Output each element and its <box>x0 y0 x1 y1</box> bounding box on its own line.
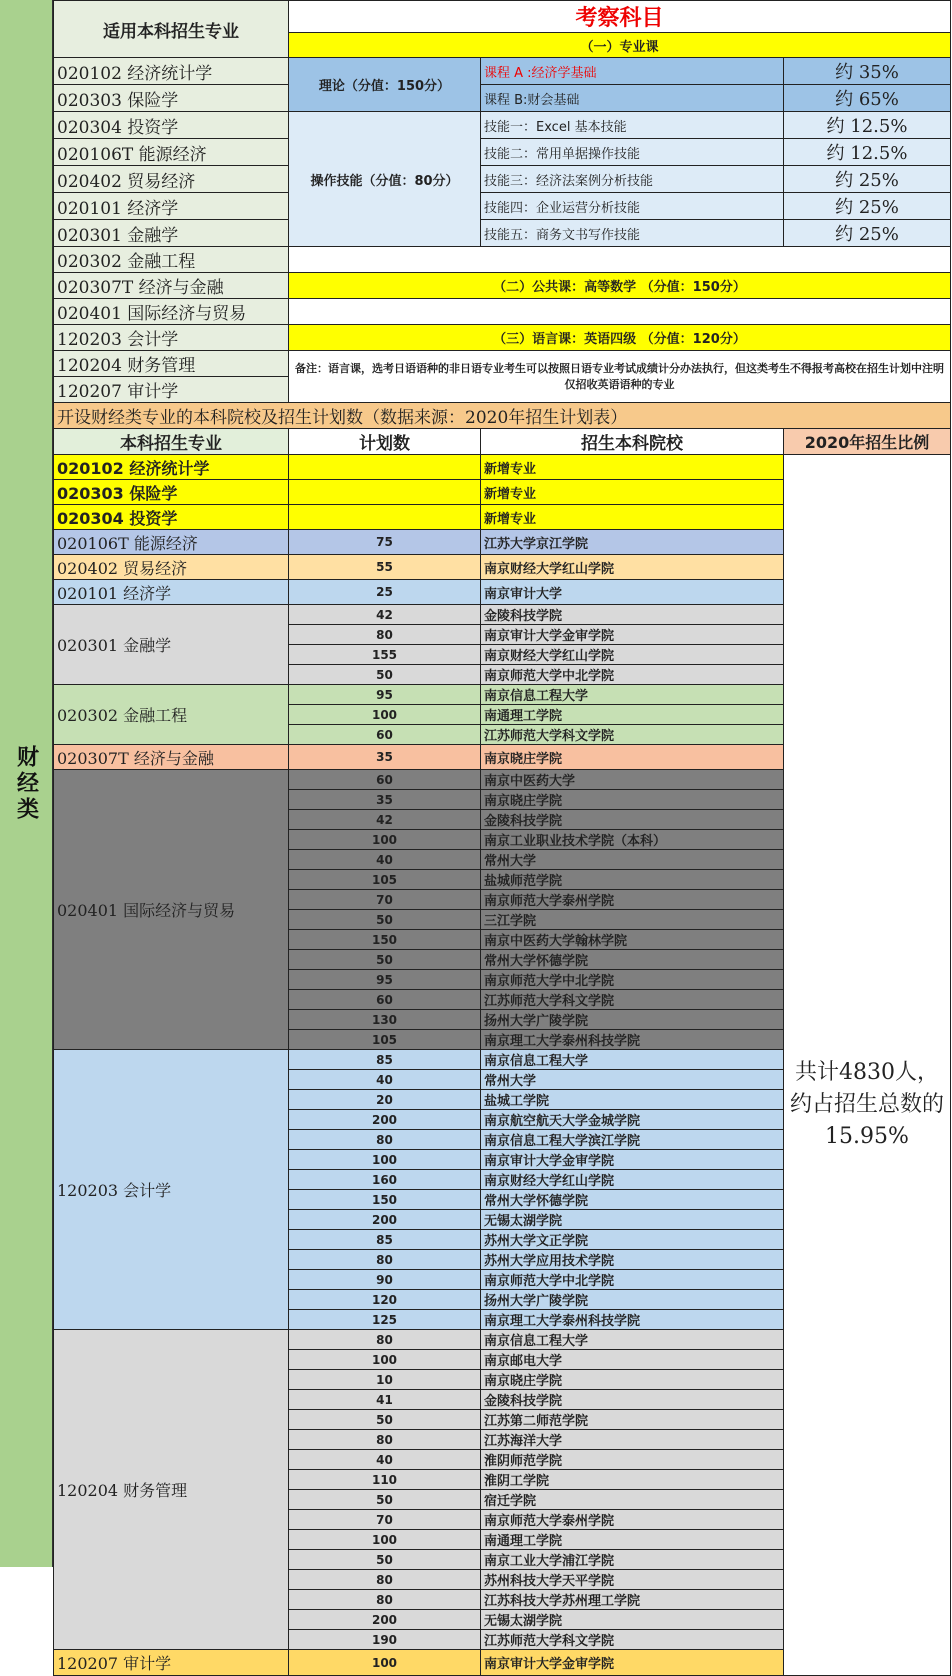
plan-school: 南京审计大学金审学院 <box>481 1650 784 1676</box>
plan-school: 江苏科技大学苏州理工学院 <box>481 1590 784 1610</box>
plan-school: 南京中医药大学 <box>481 770 784 790</box>
theory-label: 理论（分值：150分） <box>289 58 481 112</box>
plan-school: 南京审计大学金审学院 <box>481 1150 784 1170</box>
plan-count: 60 <box>289 990 481 1010</box>
skill-name: 技能一：Excel 基本技能 <box>481 112 784 139</box>
plan-school: 南京理工大学泰州科技学院 <box>481 1310 784 1330</box>
header-count: 计划数 <box>289 429 481 455</box>
plan-count: 80 <box>289 1590 481 1610</box>
skill-pct: 约 12.5% <box>784 139 951 166</box>
plan-count: 80 <box>289 1330 481 1350</box>
plan-count: 90 <box>289 1270 481 1290</box>
skill-pct: 约 25% <box>784 166 951 193</box>
major-item: 020302 金融工程 <box>54 247 289 273</box>
plan-count: 50 <box>289 950 481 970</box>
section-public: （二）公共课：高等数学 （分值：150分） <box>289 273 951 299</box>
plan-count: 125 <box>289 1310 481 1330</box>
plan-school: 宿迁学院 <box>481 1490 784 1510</box>
plan-count: 70 <box>289 890 481 910</box>
plan-school: 江苏海洋大学 <box>481 1430 784 1450</box>
plan-school: 江苏师范大学科文学院 <box>481 725 784 745</box>
plan-count: 155 <box>289 645 481 665</box>
plan-count: 95 <box>289 970 481 990</box>
plan-count: 60 <box>289 725 481 745</box>
course-pct: 约 35% <box>784 58 951 85</box>
category-label: 财经类 <box>13 744 39 823</box>
plan-school: 南京师范大学中北学院 <box>481 665 784 685</box>
plan-count: 190 <box>289 1630 481 1650</box>
plan-count: 70 <box>289 1510 481 1530</box>
major-item: 020303 保险学 <box>54 85 289 112</box>
header-school: 招生本科院校 <box>481 429 784 455</box>
skill-name: 技能三：经济法案例分析技能 <box>481 166 784 193</box>
plan-count: 80 <box>289 1570 481 1590</box>
header-ratio: 2020年招生比例 <box>784 429 951 455</box>
plan-count: 80 <box>289 1130 481 1150</box>
plan-major: 020302 金融工程 <box>54 685 289 745</box>
plan-school: 苏州科技大学天平学院 <box>481 1570 784 1590</box>
plan-school: 金陵科技学院 <box>481 810 784 830</box>
major-item: 020401 国际经济与贸易 <box>54 299 289 325</box>
plan-school: 南京邮电大学 <box>481 1350 784 1370</box>
plan-school: 常州大学 <box>481 1070 784 1090</box>
plan-school: 南京师范大学泰州学院 <box>481 1510 784 1530</box>
plan-major: 020402 贸易经济 <box>54 555 289 580</box>
plan-count: 55 <box>289 555 481 580</box>
plan-school: 常州大学怀德学院 <box>481 1190 784 1210</box>
plan-school: 常州大学怀德学院 <box>481 950 784 970</box>
plan-count: 120 <box>289 1290 481 1310</box>
plan-school: 盐城工学院 <box>481 1090 784 1110</box>
plan-school: 无锡太湖学院 <box>481 1610 784 1630</box>
plan-school: 新增专业 <box>481 480 784 505</box>
major-item: 120204 财务管理 <box>54 351 289 377</box>
plan-count: 40 <box>289 1450 481 1470</box>
plan-count: 80 <box>289 625 481 645</box>
plan-count: 50 <box>289 1490 481 1510</box>
plan-school: 淮阴师范学院 <box>481 1450 784 1470</box>
plan-major: 020101 经济学 <box>54 580 289 605</box>
plan-count: 41 <box>289 1390 481 1410</box>
blank-cell <box>289 299 951 325</box>
plan-count: 42 <box>289 605 481 625</box>
plan-count: 200 <box>289 1110 481 1130</box>
plan-school: 南京晓庄学院 <box>481 1370 784 1390</box>
major-item: 020106T 能源经济 <box>54 139 289 166</box>
plan-count: 40 <box>289 1070 481 1090</box>
plan-count: 80 <box>289 1430 481 1450</box>
plan-school: 南京财经大学红山学院 <box>481 1170 784 1190</box>
plan-school: 淮阴工学院 <box>481 1470 784 1490</box>
plan-school: 扬州大学广陵学院 <box>481 1010 784 1030</box>
plan-row <box>54 455 951 480</box>
plan-count: 80 <box>289 1250 481 1270</box>
enrollment-plan-table <box>53 428 951 1676</box>
plan-count: 150 <box>289 930 481 950</box>
plan-count: 95 <box>289 685 481 705</box>
plan-major: 020102 经济统计学 <box>54 455 289 480</box>
plan-school: 无锡太湖学院 <box>481 1210 784 1230</box>
plan-school: 南京师范大学中北学院 <box>481 970 784 990</box>
plan-count: 100 <box>289 1530 481 1550</box>
plan-count: 25 <box>289 580 481 605</box>
plan-count: 85 <box>289 1050 481 1070</box>
plan-count: 100 <box>289 1150 481 1170</box>
plan-count: 105 <box>289 1030 481 1050</box>
plan-school: 南京财经大学红山学院 <box>481 555 784 580</box>
category-column <box>0 0 53 1567</box>
plan-major: 020401 国际经济与贸易 <box>54 770 289 1050</box>
plan-school: 南京理工大学泰州科技学院 <box>481 1030 784 1050</box>
plan-count: 50 <box>289 665 481 685</box>
exam-subjects-table <box>53 0 951 429</box>
plan-school: 新增专业 <box>481 505 784 530</box>
plan-school: 南京工业职业技术学院（本科） <box>481 830 784 850</box>
plan-school: 新增专业 <box>481 455 784 480</box>
plan-count: 85 <box>289 1230 481 1250</box>
plan-count: 105 <box>289 870 481 890</box>
plan-school: 南通理工学院 <box>481 1530 784 1550</box>
plan-school: 金陵科技学院 <box>481 605 784 625</box>
plan-count: 100 <box>289 705 481 725</box>
course-pct: 约 65% <box>784 85 951 112</box>
plan-count: 110 <box>289 1470 481 1490</box>
skill-pct: 约 25% <box>784 193 951 220</box>
header-major: 本科招生专业 <box>54 429 289 455</box>
plan-count <box>289 480 481 505</box>
plan-school: 苏州大学应用技术学院 <box>481 1250 784 1270</box>
section-professional: （一）专业课 <box>289 33 951 58</box>
plan-major: 120203 会计学 <box>54 1050 289 1330</box>
plan-major: 020301 金融学 <box>54 605 289 685</box>
plan-count: 130 <box>289 1010 481 1030</box>
plan-count: 35 <box>289 790 481 810</box>
blank-cell <box>289 247 951 273</box>
plan-school: 南京信息工程大学 <box>481 1050 784 1070</box>
plan-school: 南京晓庄学院 <box>481 745 784 770</box>
major-item: 120207 审计学 <box>54 377 289 403</box>
plan-school: 南京晓庄学院 <box>481 790 784 810</box>
plan-school: 南京中医药大学翰林学院 <box>481 930 784 950</box>
plan-school: 扬州大学广陵学院 <box>481 1290 784 1310</box>
skill-name: 技能二：常用单据操作技能 <box>481 139 784 166</box>
plan-count: 50 <box>289 1410 481 1430</box>
plan-count: 100 <box>289 1650 481 1676</box>
plan-school: 金陵科技学院 <box>481 1390 784 1410</box>
plan-school: 南通理工学院 <box>481 705 784 725</box>
plan-school: 南京信息工程大学 <box>481 1330 784 1350</box>
plan-school: 苏州大学文正学院 <box>481 1230 784 1250</box>
skill-pct: 约 12.5% <box>784 112 951 139</box>
major-item: 020101 经济学 <box>54 193 289 220</box>
plan-count: 100 <box>289 1350 481 1370</box>
plan-school: 南京工业大学浦江学院 <box>481 1550 784 1570</box>
plan-major: 020307T 经济与金融 <box>54 745 289 770</box>
plan-school: 三江学院 <box>481 910 784 930</box>
plan-count: 10 <box>289 1370 481 1390</box>
major-header: 适用本科招生专业 <box>54 1 289 58</box>
plan-count: 60 <box>289 770 481 790</box>
plan-school: 江苏第二师范学院 <box>481 1410 784 1430</box>
plan-school: 江苏大学京江学院 <box>481 530 784 555</box>
plan-major: 020106T 能源经济 <box>54 530 289 555</box>
plan-major: 120207 审计学 <box>54 1650 289 1676</box>
plan-school: 常州大学 <box>481 850 784 870</box>
skill-name: 技能五：商务文书写作技能 <box>481 220 784 247</box>
skill-label: 操作技能（分值：80分） <box>289 112 481 247</box>
plan-count: 20 <box>289 1090 481 1110</box>
plan-school: 盐城师范学院 <box>481 870 784 890</box>
plan-school: 南京师范大学泰州学院 <box>481 890 784 910</box>
major-item: 020102 经济统计学 <box>54 58 289 85</box>
plan-count: 50 <box>289 910 481 930</box>
major-item: 120203 会计学 <box>54 325 289 351</box>
plan-count: 40 <box>289 850 481 870</box>
plan-count: 75 <box>289 530 481 555</box>
exam-title: 考察科目 <box>289 1 951 33</box>
plan-school: 江苏师范大学科文学院 <box>481 1630 784 1650</box>
major-item: 020307T 经济与金融 <box>54 273 289 299</box>
language-note: 备注：语言课，选考日语语种的非日语专业考生可以按照日语专业考试成绩计分办法执行，但这类考生不得报考高校在招生计划中注明仅招收英语语种的专业 <box>289 351 951 403</box>
plan-count: 50 <box>289 1550 481 1570</box>
major-item: 020402 贸易经济 <box>54 166 289 193</box>
plan-school: 南京审计大学金审学院 <box>481 625 784 645</box>
plan-summary: 共计4830人，约占招生总数的15.95% <box>784 455 951 1676</box>
plan-count: 100 <box>289 830 481 850</box>
plan-school: 南京师范大学中北学院 <box>481 1270 784 1290</box>
skill-pct: 约 25% <box>784 220 951 247</box>
plan-header-row <box>54 429 951 455</box>
plan-banner: 开设财经类专业的本科院校及招生计划数（数据来源：2020年招生计划表） <box>54 403 951 429</box>
plan-school: 江苏师范大学科文学院 <box>481 990 784 1010</box>
major-item: 020304 投资学 <box>54 112 289 139</box>
plan-count: 200 <box>289 1210 481 1230</box>
course-name: 课程 A :经济学基础 <box>481 58 784 85</box>
plan-count <box>289 505 481 530</box>
plan-school: 南京信息工程大学 <box>481 685 784 705</box>
plan-count: 150 <box>289 1190 481 1210</box>
plan-count: 160 <box>289 1170 481 1190</box>
plan-school: 南京信息工程大学滨江学院 <box>481 1130 784 1150</box>
plan-count: 35 <box>289 745 481 770</box>
plan-school: 南京审计大学 <box>481 580 784 605</box>
plan-count: 42 <box>289 810 481 830</box>
plan-school: 南京航空航天大学金城学院 <box>481 1110 784 1130</box>
skill-name: 技能四：企业运营分析技能 <box>481 193 784 220</box>
plan-count: 200 <box>289 1610 481 1630</box>
course-name: 课程 B:财会基础 <box>481 85 784 112</box>
major-item: 020301 金融学 <box>54 220 289 247</box>
section-language: （三）语言课：英语四级 （分值：120分） <box>289 325 951 351</box>
plan-major: 120204 财务管理 <box>54 1330 289 1650</box>
plan-count <box>289 455 481 480</box>
tables-container <box>53 0 950 1676</box>
plan-school: 南京财经大学红山学院 <box>481 645 784 665</box>
plan-major: 020303 保险学 <box>54 480 289 505</box>
plan-major: 020304 投资学 <box>54 505 289 530</box>
